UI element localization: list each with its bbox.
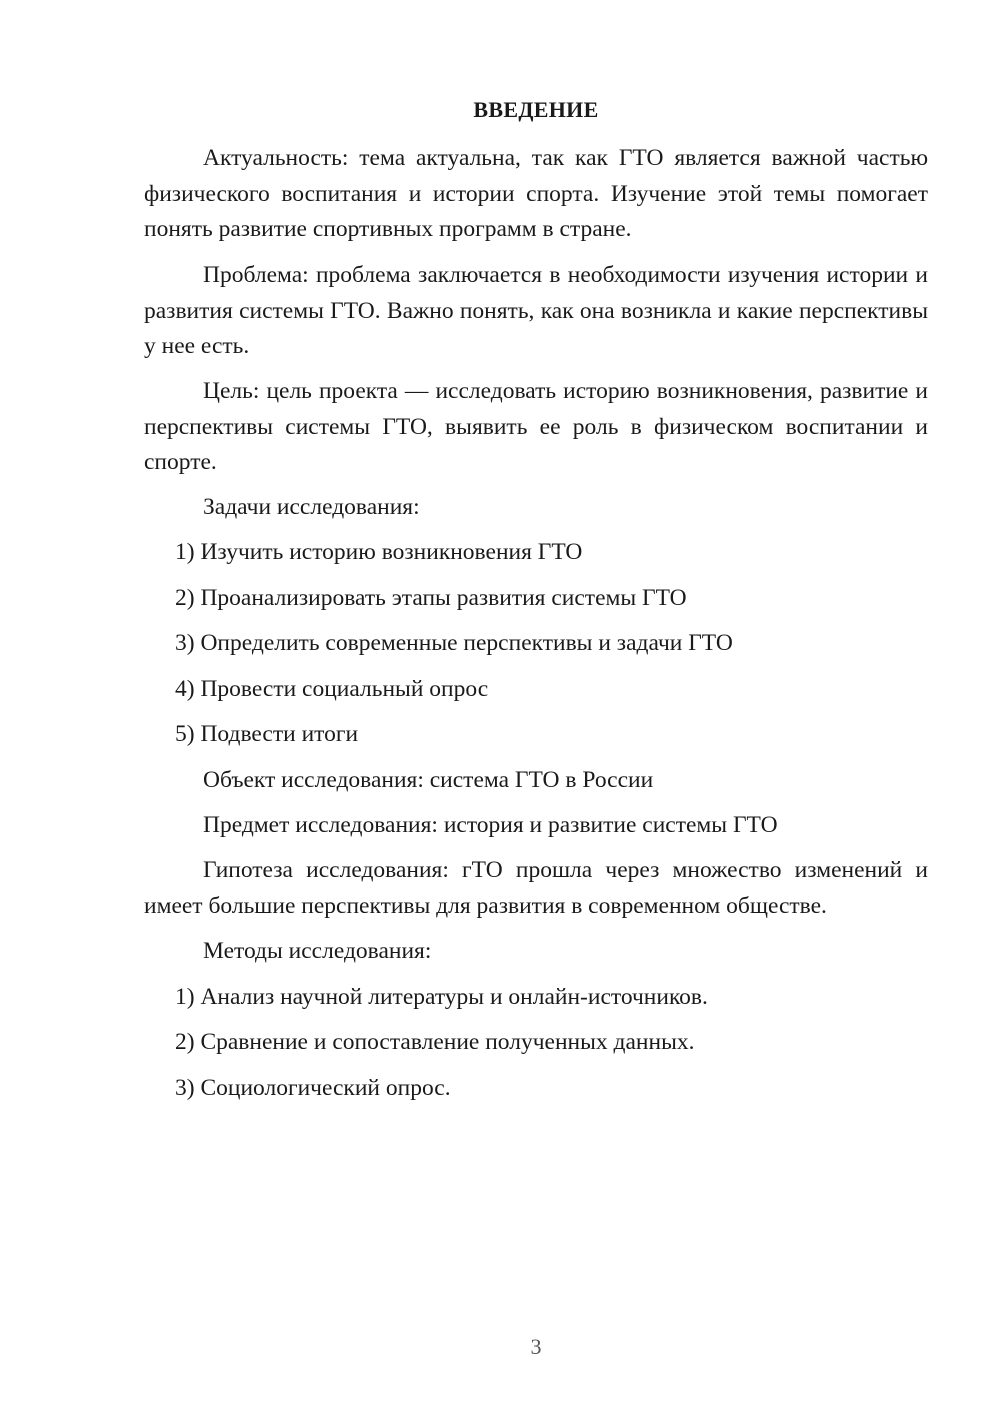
research-object: Объект исследования: система ГТО в России [203, 767, 654, 793]
goal-paragraph: Цель: цель проекта — исследовать историю возникновения, развитие и перспективы системы ГТО, выявить ее роль в физическом воспитании и спорте. [144, 378, 928, 475]
task-item: 2) Проанализировать этапы развития системы ГТО [175, 585, 687, 611]
method-item: 1) Анализ научной литературы и онлайн-источников. [175, 984, 708, 1010]
task-item: 4) Провести социальный опрос [175, 676, 489, 702]
page-number: 3 [530, 1334, 542, 1359]
task-item: 1) Изучить историю возникновения ГТО [175, 539, 583, 565]
methods-heading: Методы исследования: [203, 938, 432, 964]
method-item: 2) Сравнение и сопоставление полученных данных. [175, 1029, 695, 1055]
hypothesis-paragraph: Гипотеза исследования: гТО прошла через множество изменений и имеет большие перспективы для развития в современном обществе. [144, 857, 928, 919]
task-item: 3) Определить современные перспективы и задачи ГТО [175, 630, 733, 656]
relevance-paragraph: Актуальность: тема актуальна, так как ГТО является важной частью физического воспитания и истории спорта. Изучение этой темы помогает понять развитие спортивных программ в стране. [144, 145, 928, 242]
research-subject: Предмет исследования: история и развитие системы ГТО [203, 812, 778, 838]
task-item: 5) Подвести итоги [175, 721, 359, 747]
tasks-heading: Задачи исследования: [203, 494, 420, 520]
problem-paragraph: Проблема: проблема заключается в необходимости изучения истории и развития системы ГТО. Важно понять, как она возникла и какие перспективы у нее есть. [144, 262, 928, 359]
method-item: 3) Социологический опрос. [175, 1075, 451, 1101]
section-title: ВВЕДЕНИЕ [473, 97, 599, 122]
